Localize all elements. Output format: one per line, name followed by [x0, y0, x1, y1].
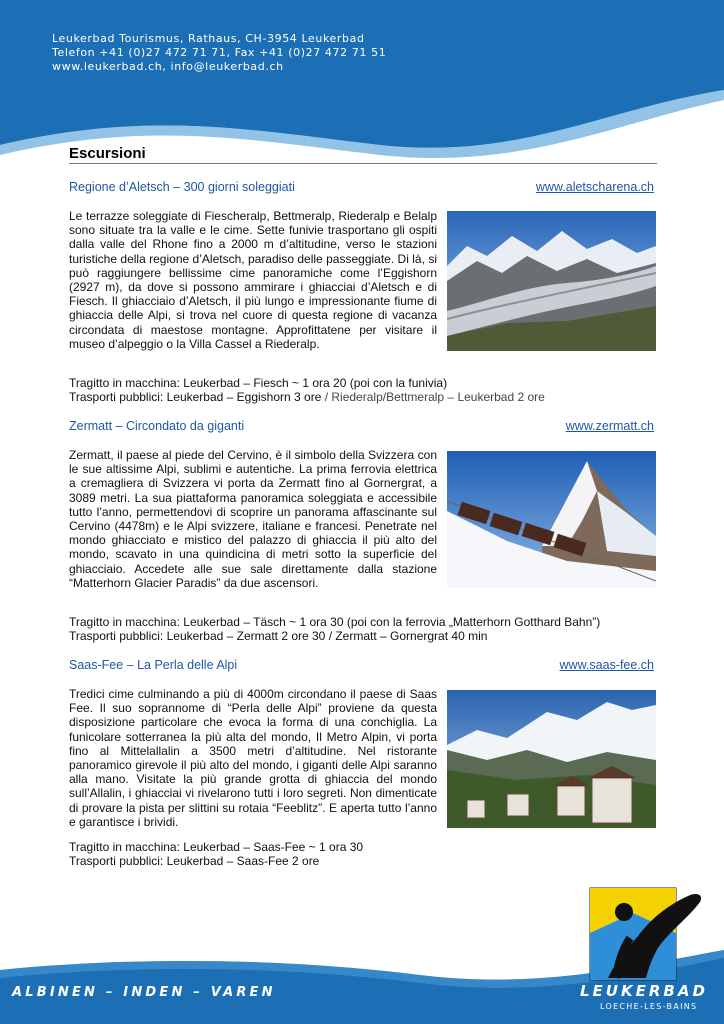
- contact-block: [52, 32, 386, 74]
- section-text-saasfee: Tredici cime culminando a più di 4000m circondano il paese di Saas Fee. Il suo soprannome di “Perla delle Alpi” proviene da questa disposizione particolare che evoca la forma di una conchiglia. La funicolare sotterranea la più alta del mondo, Il Metro Alpin, vi porta fino al Mittelallalin a 3500 metri d’altitudine. Nel ristorante panoramico girevole il più alto del mondo, i giganti delle Alpi saranno alla mano. Visitate la più grande grotta di ghiaccia del mondo sull’Allalin, i ghiacciai vi rivelarono tutti i loro segreti. Non dimenticate di provare la pista per slittini su rotaia “Feeblitz”. E aperta tutto l’anno e garantisce i brividi.: [69, 687, 437, 829]
- contact-web: www.leukerbad.ch, info@leukerbad.ch: [52, 60, 284, 73]
- section-public-zermatt: Trasporti pubblici: Leukerbad – Zermatt 2 ore 30 / Zermatt – Gornergrat 40 min: [69, 629, 488, 643]
- section-title-zermatt: Zermatt – Circondato da giganti: [69, 419, 245, 433]
- title-divider: [69, 163, 657, 164]
- footer-villages: ALBINEN – INDEN – VAREN: [12, 985, 276, 1000]
- section-title-aletsch: Regione d’Aletsch – 300 giorni soleggiati: [69, 180, 295, 194]
- section-public-aletsch: [69, 390, 545, 404]
- section-car-saasfee: Tragitto in macchina: Leukerbad – Saas-Fee ~ 1 ora 30: [69, 840, 364, 854]
- contact-address: Leukerbad Tourismus, Rathaus, CH-3954 Leukerbad: [52, 32, 365, 45]
- section-title-saasfee: Saas-Fee – La Perla delle Alpi: [69, 658, 238, 672]
- section-car-aletsch: Tragitto in macchina: Leukerbad – Fiesch ~ 1 ora 20 (poi con la funivia): [69, 376, 448, 390]
- section-text-aletsch: Le terrazze soleggiate di Fiescheralp, Bettmeralp, Riederalp e Belalp sono situate tra la valle e le cime. Sette funivie trasportano gli ospiti dalla valle del Rhone fino a 2000 m d’altitudine, verso le stazioni turistiche della regione d’Aletsch, paradiso delle passeggiate. Di là, si può raggiungere bellissime cime panoramiche come l’Eggishorn (2927 m), da dove si possono ammirare i ghiacciai d’Aletsch e di Fiesch. Il ghiacciaio d’Aletsch, il più lungo e impressionante fiume di ghiaccia delle Alpi, si trova nel cuore di questa regione di vacanza circondata di maestose montagne. Approfittatene per visitare il museo d’alpeggio o la Villa Cassel a Riederalp.: [69, 209, 437, 351]
- section-public-saasfee: Trasporti pubblici: Leukerbad – Saas-Fee 2 ore: [69, 854, 320, 868]
- public-transport-aletsch-extra: / Riederalp/Bettmeralp – Leukerbad 2 ore: [321, 390, 545, 404]
- link-aletscharena[interactable]: www.aletscharena.ch: [535, 180, 654, 194]
- photo-matterhorn-train: [447, 451, 656, 588]
- photo-aletsch-glacier: [447, 211, 656, 351]
- photo-saasfee-village: [447, 690, 656, 828]
- footer-brand: LEUKERBAD: [580, 982, 708, 1000]
- footer-brand-subtitle: LOECHE-LES-BAINS: [600, 1002, 698, 1011]
- section-text-zermatt: Zermatt, il paese al piede del Cervino, è il simbolo della Svizzera con le sue altissime Alpi, sublimi e autentiche. La prima ferrovia elettrica a cremagliera di Svizzera vi porta da Zermatt fino al Gornergrat, a 3089 metri. La sua piattaforma panoramica soleggiata e accessibile tutto l’anno, permettendovi di scoprire un panorama affascinante sul Cervino (4478m) e le Alpi svizzere, italiane e francesi. Penetrate nel mondo ghiacciato e mistico del palazzo di ghiaccia il più alto del mondo, scavato in una quindicina di metri sotto la superficie del ghiacciaio. Accedete alle sue sale direttamente dalla stazione “Matterhorn Glacier Paradis” da due ascensori.: [69, 448, 437, 590]
- link-zermatt[interactable]: www.zermatt.ch: [565, 419, 654, 433]
- public-transport-aletsch: Trasporti pubblici: Leukerbad – Eggishorn 3 ore: [69, 390, 322, 404]
- link-saasfee[interactable]: www.saas-fee.ch: [559, 658, 654, 672]
- section-car-zermatt: Tragitto in macchina: Leukerbad – Täsch ~ 1 ora 30 (poi con la ferrovia „Matterhorn Gotthard Bahn”): [69, 615, 601, 629]
- contact-phone: Telefon +41 (0)27 472 71 71, Fax +41 (0)27 472 71 51: [52, 46, 387, 59]
- page-title: Escursioni: [69, 145, 146, 162]
